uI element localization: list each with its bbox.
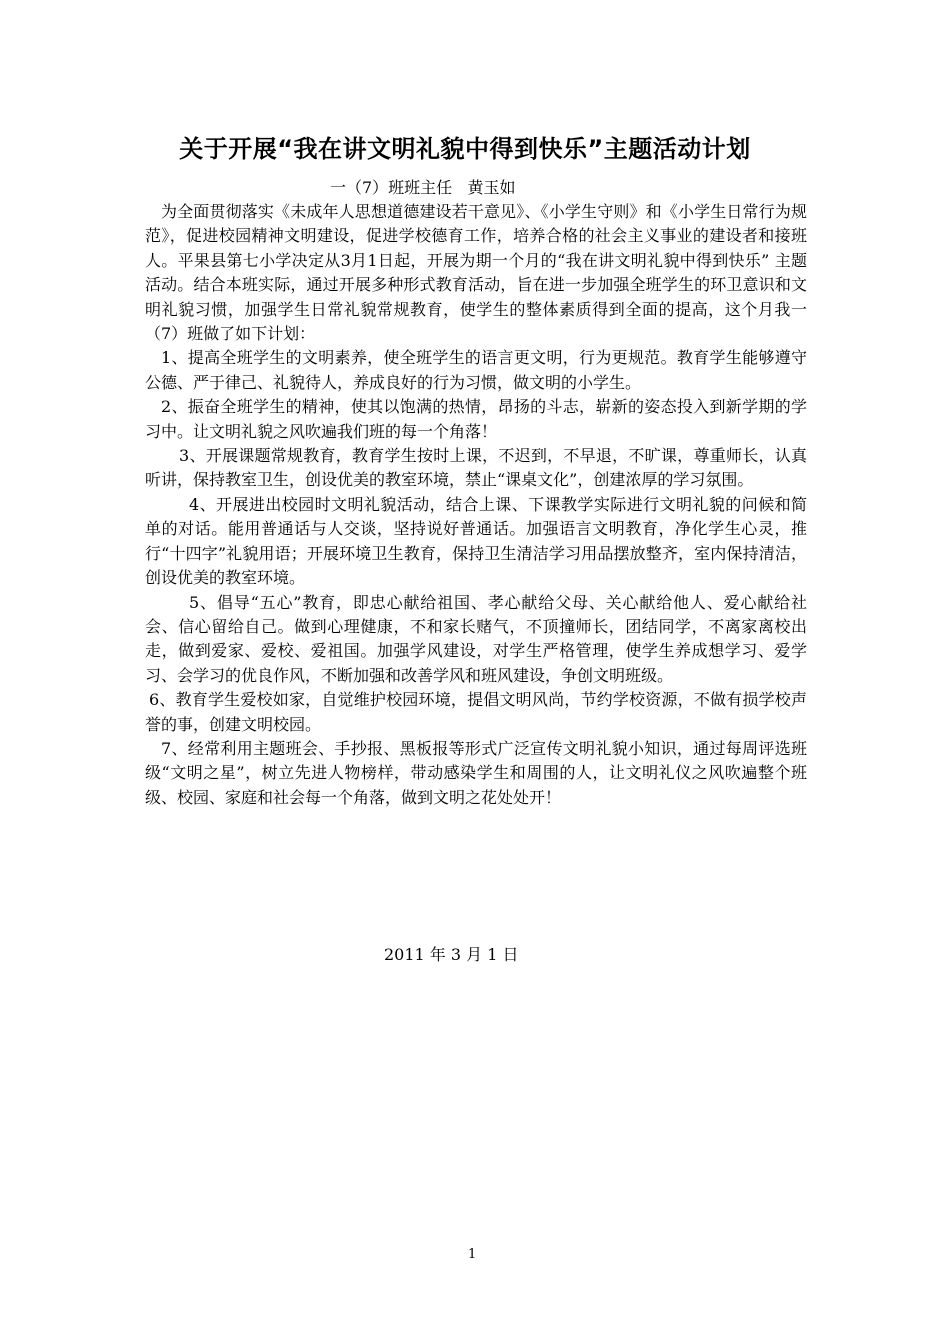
plan-item-3: 3、开展课题常规教育，教育学生按时上课，不迟到，不早退，不旷课，尊重师长，认真听讲，保持教室卫生，创设优美的教室环境，禁止“课桌文化”，创建浓厚的学习氛围。 <box>145 446 807 490</box>
plan-item-5: 5、倡导“五心”教育，即忠心献给祖国、孝心献给父母、关心献给他人、爱心献给社会、信心留给自己。做到心理健康，不和家长赌气，不顶撞师长，团结同学，不离家离校出走，做到爱家、爱校、爱祖国。加强学风建设，对学生严格管理，使学生养成想学习、爱学习、会学习的优良作风，不断加强和改善学风和班风建设，争创文明班级。 <box>145 592 807 685</box>
plan-item-2: 2、振奋全班学生的精神，使其以饱满的热情，昂扬的斗志，崭新的姿态投入到新学期的学习中。让文明礼貌之风吹遍我们班的每一个角落！ <box>145 397 807 441</box>
document-date: 2011 年 3 月 1 日 <box>384 945 519 964</box>
plan-item-4: 4、开展进出校园时文明礼貌活动，结合上课、下课教学实际进行文明礼貌的问候和简单的对话。能用普通话与人交谈，坚持说好普通话。加强语言文明教育，净化学生心灵，推行“十四字”礼貌用语；开展环境卫生教育，保持卫生清洁学习用品摆放整齐，室内保持清洁，创设优美的教室环境。 <box>145 494 807 588</box>
plan-item-1: 1、提高全班学生的文明素养，使全班学生的语言更文明，行为更规范。教育学生能够遵守公德、严于律己、礼貌待人，养成良好的行为习惯，做文明的小学生。 <box>145 348 807 392</box>
plan-item-7: 7、经常利用主题班会、手抄报、黑板报等形式广泛宣传文明礼貌小知识，通过每周评选班级“文明之星”，树立先进人物榜样，带动感染学生和周围的人，让文明礼仪之风吹遍整个班级、校园、家庭和社会每一个角落，做到文明之花处处开！ <box>145 738 807 807</box>
document-body <box>145 200 807 810</box>
page-number: 1 <box>468 1247 477 1262</box>
plan-item-6: 6、教育学生爱校如家，自觉维护校园环境，提倡文明风尚，节约学校资源，不做有损学校声誉的事，创建文明校园。 <box>145 690 807 734</box>
author-line: 一（7）班班主任 黄玉如 <box>330 178 516 197</box>
document-title: 关于开展“我在讲文明礼貌中得到快乐”主题活动计划 <box>179 135 751 163</box>
intro-paragraph: 为全面贯彻落实《未成年人思想道德建设若干意见》、《小学生守则》和《小学生日常行为规范》，促进校园精神文明建设，促进学校德育工作，培养合格的社会主义事业的建设者和接班人。平果县第七小学决定从3月1日起，开展为期一个月的“我在讲文明礼貌中得到快乐” 主题活动。结合本班实际，通过开展多种形式教育活动，旨在进一步加强全班学生的环卫意识和文明礼貌习惯，加强学生日常礼貌常规教育，使学生的整体素质得到全面的提高，这个月我一（7）班做了如下计划： <box>145 202 807 344</box>
